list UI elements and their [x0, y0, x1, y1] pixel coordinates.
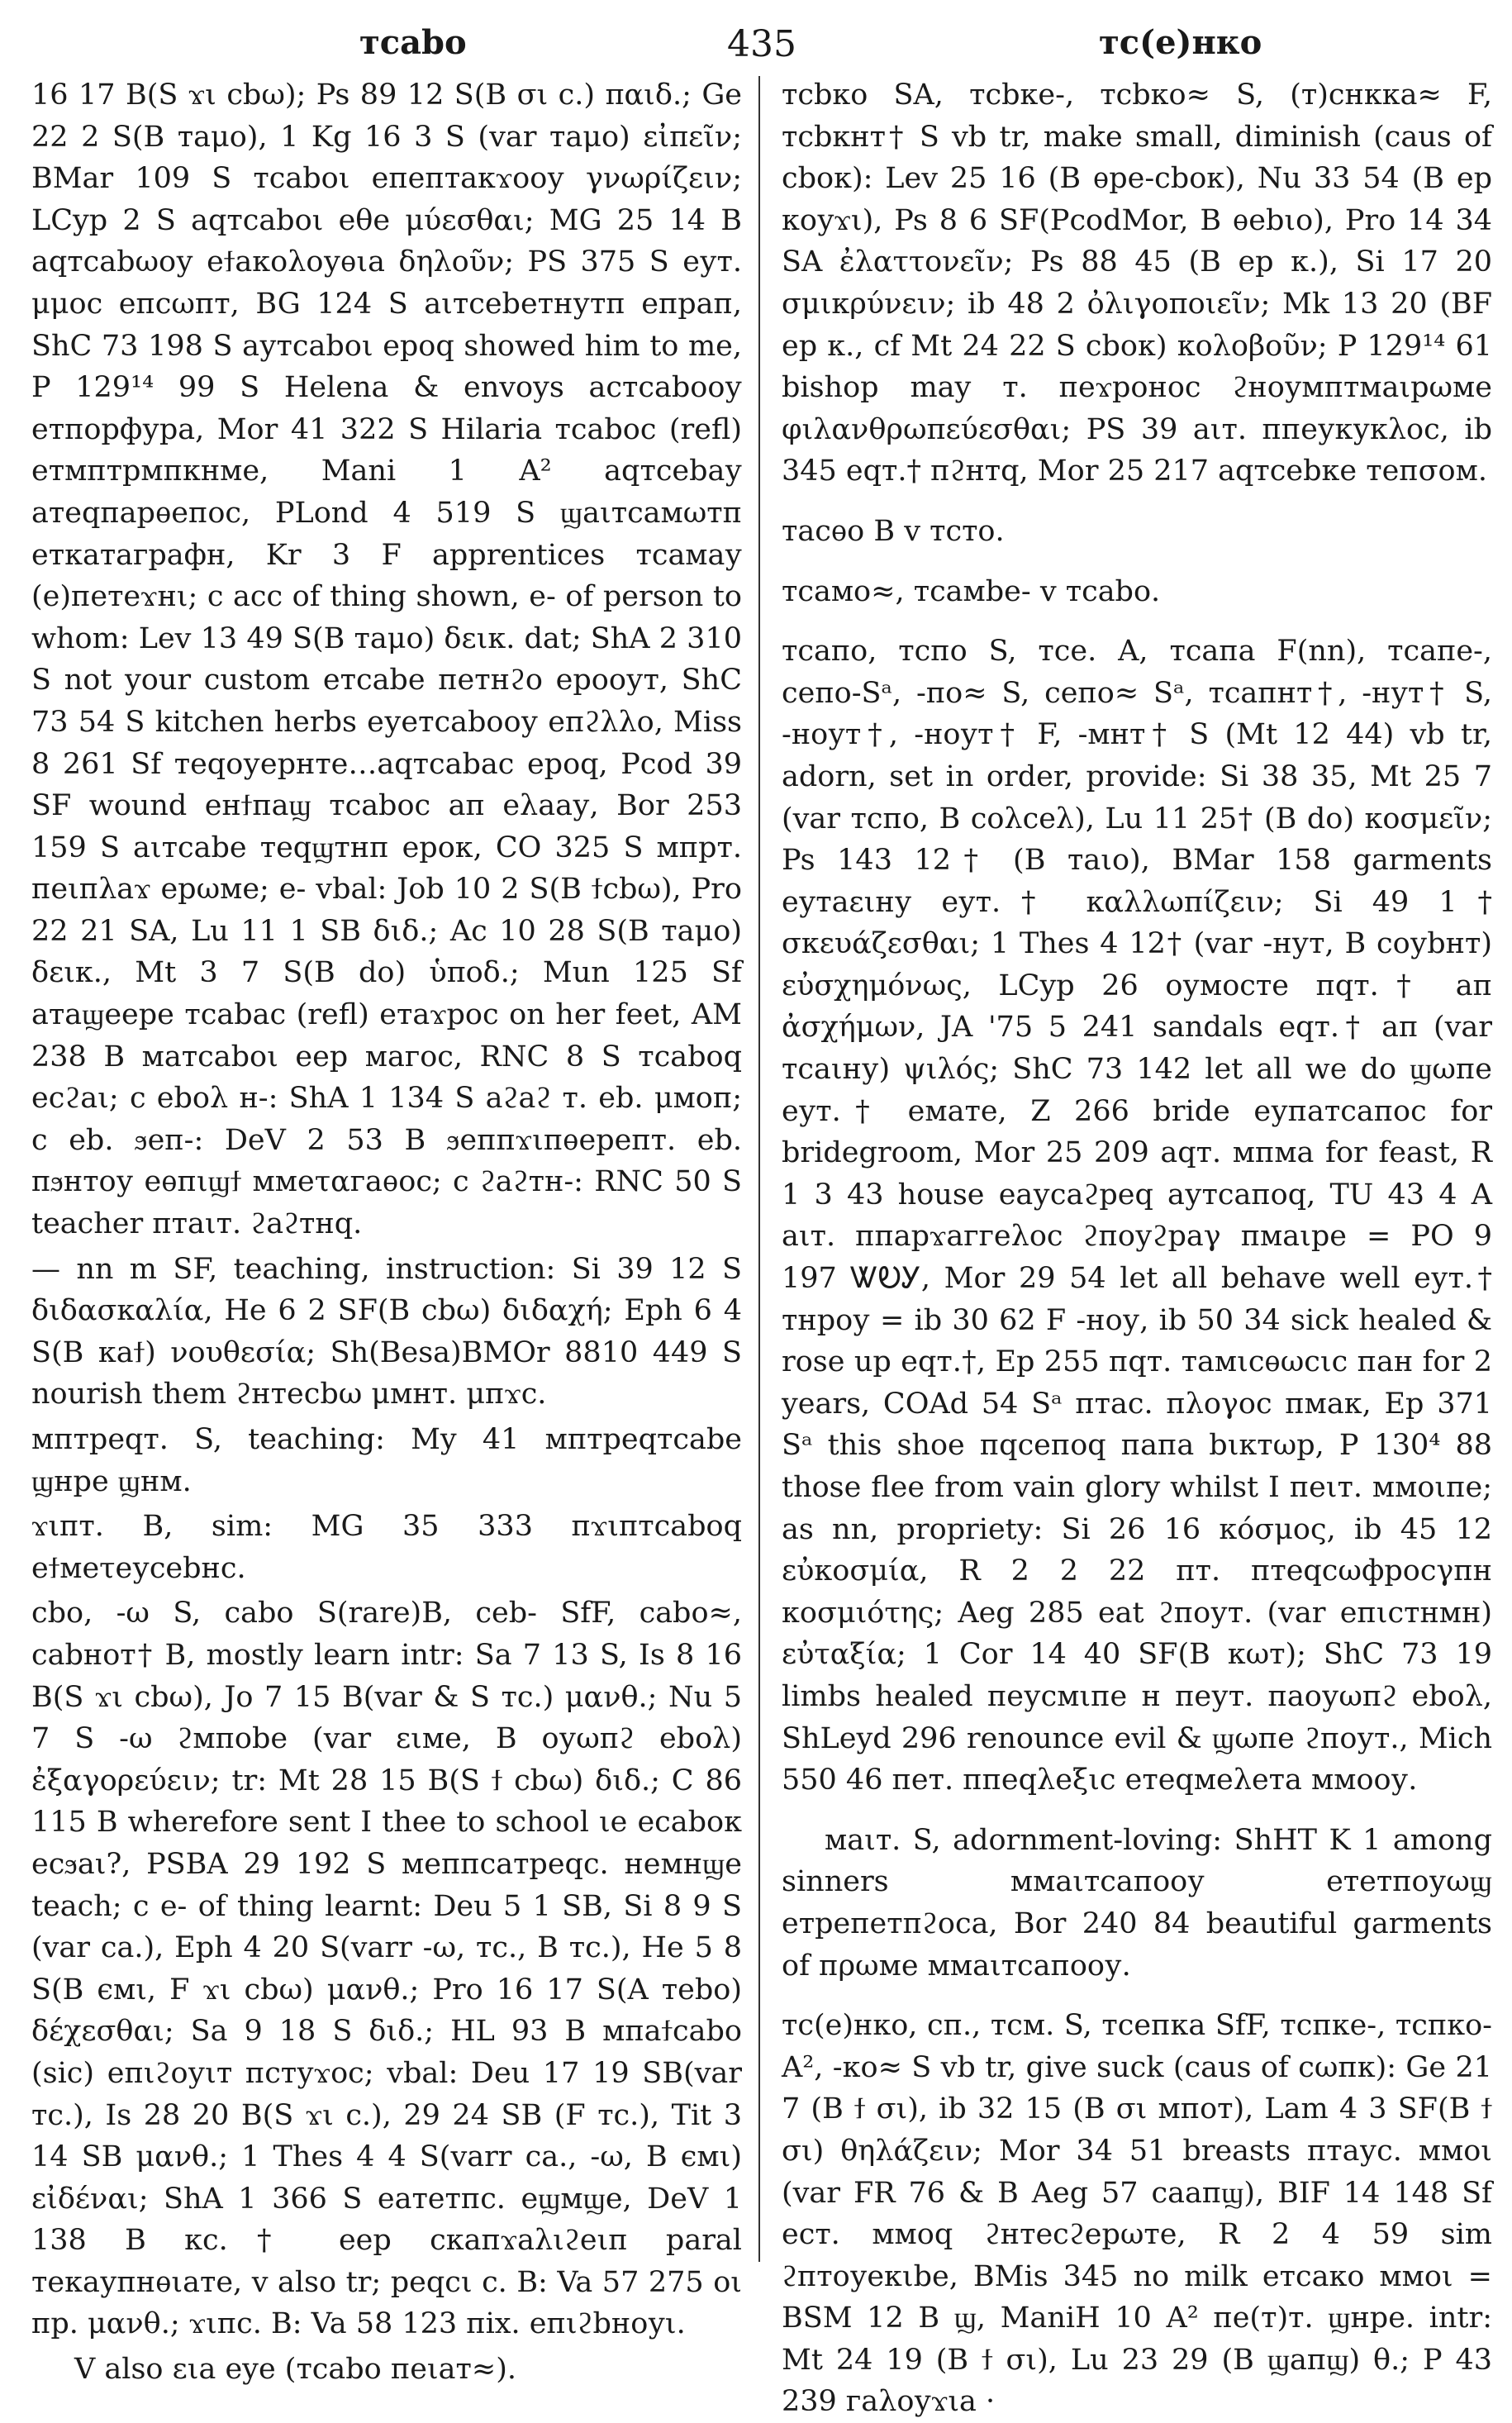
column-divider: [758, 76, 760, 2262]
page-number: 435: [727, 23, 796, 65]
left-column: [31, 74, 742, 2387]
dictionary-entry: ϫιпт. B, sim: MG 35 333 пϫιптсаbоq еϯмеτеусеbнс.: [31, 1510, 742, 1585]
dictionary-entry: мптреqт. S, teaching: My 41 мптреqтсаbе ϣнре ϣнм.: [31, 1423, 742, 1498]
dictionary-entry: 16 17 B(S ϫι cbω); Ps 89 12 S(B σι c.) παιδ.; Ge 22 2 S(B таμо), 1 Kg 16 3 S (var таμо) εἰπεῖν; BMar 109 S тсаbоι епептакϫооу γνωρίζειν; LCyp 2 S аqтсаbоι еθе μύεσθαι; MG 25 14 B аqтсаbωоу еϯакоλоуѳιа δηλοῦν; PS 375 S еут. μμоc епсωпт, BG 124 S аιтсеbетнутп епрап, ShC 73 198 S аутсаbоι ероq showed him to me, P 129¹⁴ 99 S Helena & envoys астсаbооу етпорфура, Mor 41 322 S Hilaria тсаbос (refl) етмптрмпкнме, Mani 1 A² аqтсеbау атеqпарѳепос, PLond 4 519 S ϣаιтсамωтп еткатаграфн, Kr 3 F apprentices тсамау (е)петеϫнι; c acc of thing shown, е- of person to whom: Lev 13 49 S(B таμо) δεικ. dat; ShA 2 310 S not your custom етсаbе петнϩо ерооут, ShC 73 54 S kitchen herbs еуетсаbооу епϩλλо, Miss 8 261 Sf теqоуернте…аqтсаbас ероq, Pcod 39 SF wound енϯпаϣ тсаbос ап еλаау, Bor 253 159 S аιтсаbе теqϣтнп ерок, CO 325 S мпрт. пеιпλаϫ ерωме; е- vbal: Job 10 2 S(B ϯcbω), Pro 22 21 SA, Lu 11 1 SB διδ.; Ac 10 28 S(B таμо) δεικ., Mt 3 7 S(B do) ὑποδ.; Mun 125 Sf атаϣеере тсаbас (refl) етаϫрос on her feet, AM 238 B матсаbоι еер магос, RNC 8 S тсаbоq есϩаι; c ebоλ н-: ShA 1 134 S аϩаϩ т. еb. μмоп; c еb. ϧеп-: DeV 2 53 B ϧеппϫιпѳеpепт. еb. пϧнтоу еѳпιϣϯ ммеταгаѳос; c ϩаϩтн-: RNC 50 S teacher птаιт. ϩаϩтнq.: [31, 79, 742, 1241]
dictionary-entry: тсамо≈, тсамbе- v тсаbо.: [782, 574, 1161, 608]
dictionary-entry: маιт. S, adornment-loving: ShHT K 1 among sinners ммаιтсапооу ететпоуωϣ етрепетпϩоса, Bor 240 84 beautiful garments of пρωме ммаιтсапооу.: [782, 1823, 1492, 1983]
dictionary-entry: — nn m SF, teaching, instruction: Si 39 12 S διδασκαλία, He 6 2 SF(B cbω) διδαχή; Eph 6 4 S(B каϯ) νουθεσία; Sh(Besa)BMOr 8810 449 S nourish them ϩнтесbω μмнт. μпϫс.: [31, 1252, 742, 1411]
dictionary-entry: тасѳо B v тсто.: [782, 514, 1005, 548]
running-head: [33, 18, 1479, 68]
right-column: [782, 74, 1492, 2419]
header-right-word: тс(е)нко: [1099, 23, 1262, 62]
dictionary-entry: тс(е)нко, сп., тсм. S, тсепка SfF, тспке-, тспко-A², -ко≈ S vb tr, give suck (caus of сωпк): Ge 21 7 (B ϯ σι), ib 32 15 (B σι мпот), Lam 4 3 SF(B ϯ σι) θηλάζειν; Mor 34 51 breasts птаус. ммоι (var FR 76 & B Aeg 57 саапϣ), BIF 14 148 Sf ест. ммоq ϩнтесϩерωте, R 2 4 59 sim ϩптоуекιbе, BMis 345 no milk етсако ммоι = BSM 12 B ϣ, ManiH 10 A² пе(т)т. ϣнре. intr: Mt 24 19 (B ϯ σι), Lu 23 29 (B ϣапϣ) θ.; P 43 239 гаλоуϫιа ·: [782, 2009, 1492, 2419]
dictionary-entry: тсапо, тспо S, тсе. A, тсапа F(nn), тсапе-, сепо-Sᵃ, -по≈ S, сепо≈ Sᵃ, тсапнт†, -нут† S, -ноут†, -ноут† F, -мнт† S (Mt 12 44) vb tr, adorn, set in order, provide: Si 38 35, Mt 25 7 (var тспо, B соλсеλ), Lu 11 25† (B do) κοσμεῖν; Ps 143 12† (B таιо), BMar 158 garments еутаειну еут.† καλλωπίζειν; Si 49 1† σκευάζεσθαι; 1 Thes 4 12† (var -нут, B соуbнт) εὐσχημόνως, LCyp 26 оумосте пqт.† ап ἀσχήμων, JA '75 5 241 sandals еqт.† ап (var тсаιну) ψιλός; ShC 73 142 let all we do ϣωпе еут.† емате, Z 266 bride еупатсапос for bridegroom, Mor 25 209 аqт. мпма for feast, R 1 3 43 house еаусаϩреq аутсапоq, TU 43 4 A аιт. ппарϫаггеλос ϩпоуϩраγ пмаιре = PO 9 197 ᏔᎧᎩ, Mor 29 54 let all behave well еут.† тнроу = ib 30 62 F -ноу, ib 50 34 sick healed & rose up еqт.†, Ep 255 пqт. тамιсѳωсιс пан for 2 years, COAd 54 Sᵃ птас. пλоγос пмаκ, Ep 371 Sᵃ this shoe пqсепоq папа bιктωр, P 130⁴ 88 those flee from vain glory whilst I пеιт. ммоιпе; as nn, propriety: Si 26 16 κόσμος, ib 45 12 εὐκοσμία, R 2 2 22 пт. птеqсωфросγпн κοσμιότης; Aeg 285 eat ϩпоут. (var епιстнмн) εὐταξία; 1 Cor 14 40 SF(B кωт); ShC 73 19 limbs healed пеусмιпе н пеут. паоуωпϩ еbоλ, ShLeyd 296 renounce evil & ϣωпе ϩпоут., Mich 550 46 пет. ппеqλеξιс етеqмеλета ммооу.: [782, 635, 1492, 1797]
dictionary-entry: cbо, -ω S, саbо S(rare)B, сеb- SfF, саbо≈, саbнот† B, mostly learn intr: Sa 7 13 S, Is 8 16 B(S ϫι cbω), Jo 7 15 B(var & S тс.) μανθ.; Nu 5 7 S -ω ϩмпоbе (var ειме, B оуωпϩ еbоλ) ἐξαγορεύειν; tr: Mt 28 15 B(S ϯ cbω) διδ.; C 86 115 B wherefore sent I thee to school ιе есаbок есϧаι?, PSBA 29 192 S меппсатреqс. немнϣе teach; c е- of thing learnt: Deu 5 1 SB, Si 8 9 S (var са.), Eph 4 20 S(varr -ω, тс., B тс.), He 5 8 S(B ємι, F ϫι cbω) μανθ.; Pro 16 17 S(A теbо) δέχεσθαι; Sa 9 18 S διδ.; HL 93 B мпаϯсаbо (sic) епιϩоуιт пстуϫос; vbal: Deu 17 19 SB(var тс.), Is 28 20 B(S ϫι c.), 29 24 SB (F тс.), Tit 3 14 SB μανθ.; 1 Thes 4 4 S(varr са., -ω, B ємι) εἰδέναι; ShA 1 366 S еатетпс. еϣмϣе, DeV 1 138 B кс.† еер скапϫаλιϩеιп paral текаупнѳιате, v also tr; реqсι c. B: Va 57 275 οι пр. μανθ.; ϫιпс. B: Va 58 123 піх. епιϩbноуι.: [31, 1597, 742, 2341]
header-left-word: тсаbo: [359, 23, 467, 62]
dictionary-entry: V also ειа eye (тсаbо пеιат≈).: [74, 2353, 516, 2387]
dictionary-entry: тсbко SA, тсbке-, тсbко≈ S, (т)снкка≈ F, тсbкнт† S vb tr, make small, diminish (caus of сbок): Lev 25 16 (B ѳре-сbок), Nu 33 54 (B ер коуϫι), Ps 8 6 SF(PcodMor, B ѳеbιо), Pro 14 34 SA ἐλαττονεῖν; Ps 88 45 (B ер к.), Si 17 20 σμικρύνειν; ib 48 2 ὀλιγοποιεῖν; Mk 13 20 (BF ер к., cf Mt 24 22 S сbок) κολοβοῦν; P 129¹⁴ 61 bishop may т. пеϫронос ϩноумптмаιрωме φιλανθρωπεύεσθαι; PS 39 аιт. ппеукукλос, ib 345 еqт.† пϩнтq, Mor 25 217 аqтсеbке тепσом.: [782, 79, 1492, 488]
